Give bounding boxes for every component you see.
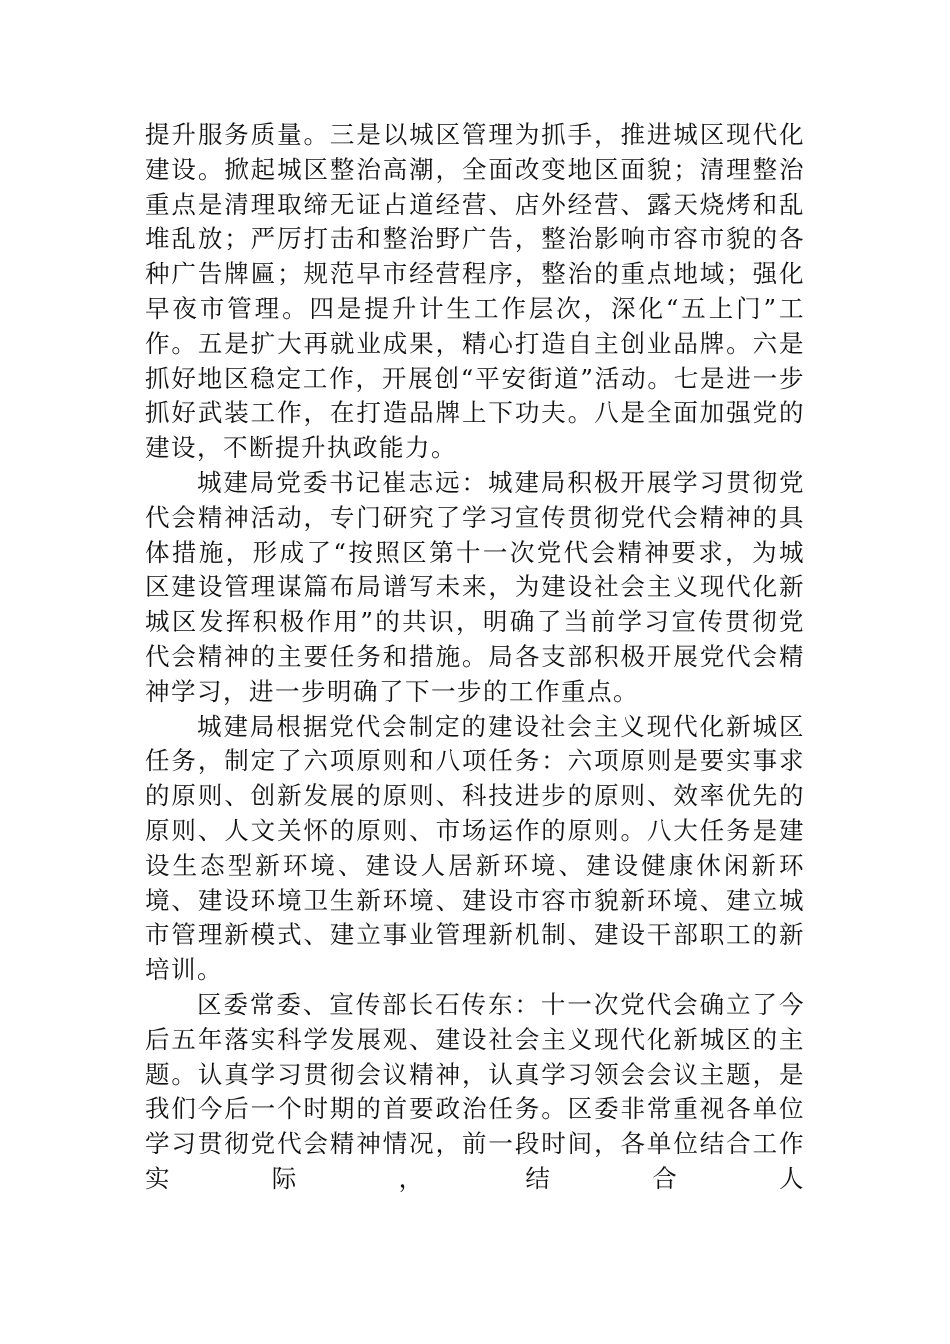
paragraph-propaganda-minister: 区委常委、宣传部长石传东：十一次党代会确立了今后五年落实科学发展观、建设社会主义现代化新城区的主题。认真学习贯彻会议精神，认真学习领会会议主题，是我们今后一个时期的首要政治任务。区委非常重视各单位学习贯彻党代会精神情况，前一段时间，各单位结合工作实际，结合人 <box>145 989 805 1193</box>
paragraph-urban-construction-party-secretary: 城建局党委书记崔志远：城建局积极开展学习贯彻党代会精神活动，专门研究了学习宣传贯彻党代会精神的具体措施，形成了“按照区第十一次党代会精神要求，为城区建设管理谋篇布局谱写未来，为建设社会主义现代化新城区发挥积极作用”的共识，明确了当前学习宣传贯彻党代会精神的主要任务和措施。局各支部积极开展党代会精神学习，进一步明确了下一步的工作重点。 <box>145 467 805 706</box>
paragraph-city-management-tasks: 提升服务质量。三是以城区管理为抓手，推进城区现代化建设。掀起城区整治高潮，全面改变地区面貌；清理整治重点是清理取缔无证占道经营、店外经营、露天烧烤和乱堆乱放；严厉打击和整治野广告，整治影响市容市貌的各种广告牌匾；规范早市经营程序，整治的重点地域；强化早夜市管理。四是提升计生工作层次，深化“五上门”工作。五是扩大再就业成果，精心打造自主创业品牌。六是抓好地区稳定工作，开展创“平安街道”活动。七是进一步抓好武装工作，在打造品牌上下功夫。八是全面加强党的建设，不断提升执政能力。 <box>145 120 805 463</box>
document-body <box>145 118 805 1197</box>
paragraph-six-principles-eight-tasks: 城建局根据党代会制定的建设社会主义现代化新城区任务，制定了六项原则和八项任务：六项原则是要实事求的原则、创新发展的原则、科技进步的原则、效率优先的原则、人文关怀的原则、市场运作的原则。八大任务是建设生态型新环境、建设人居新环境、建设健康休闲新环境、建设环境卫生新环境、建设市容市貌新环境、建立城市管理新模式、建立事业管理新机制、建设干部职工的新培训。 <box>145 711 805 985</box>
